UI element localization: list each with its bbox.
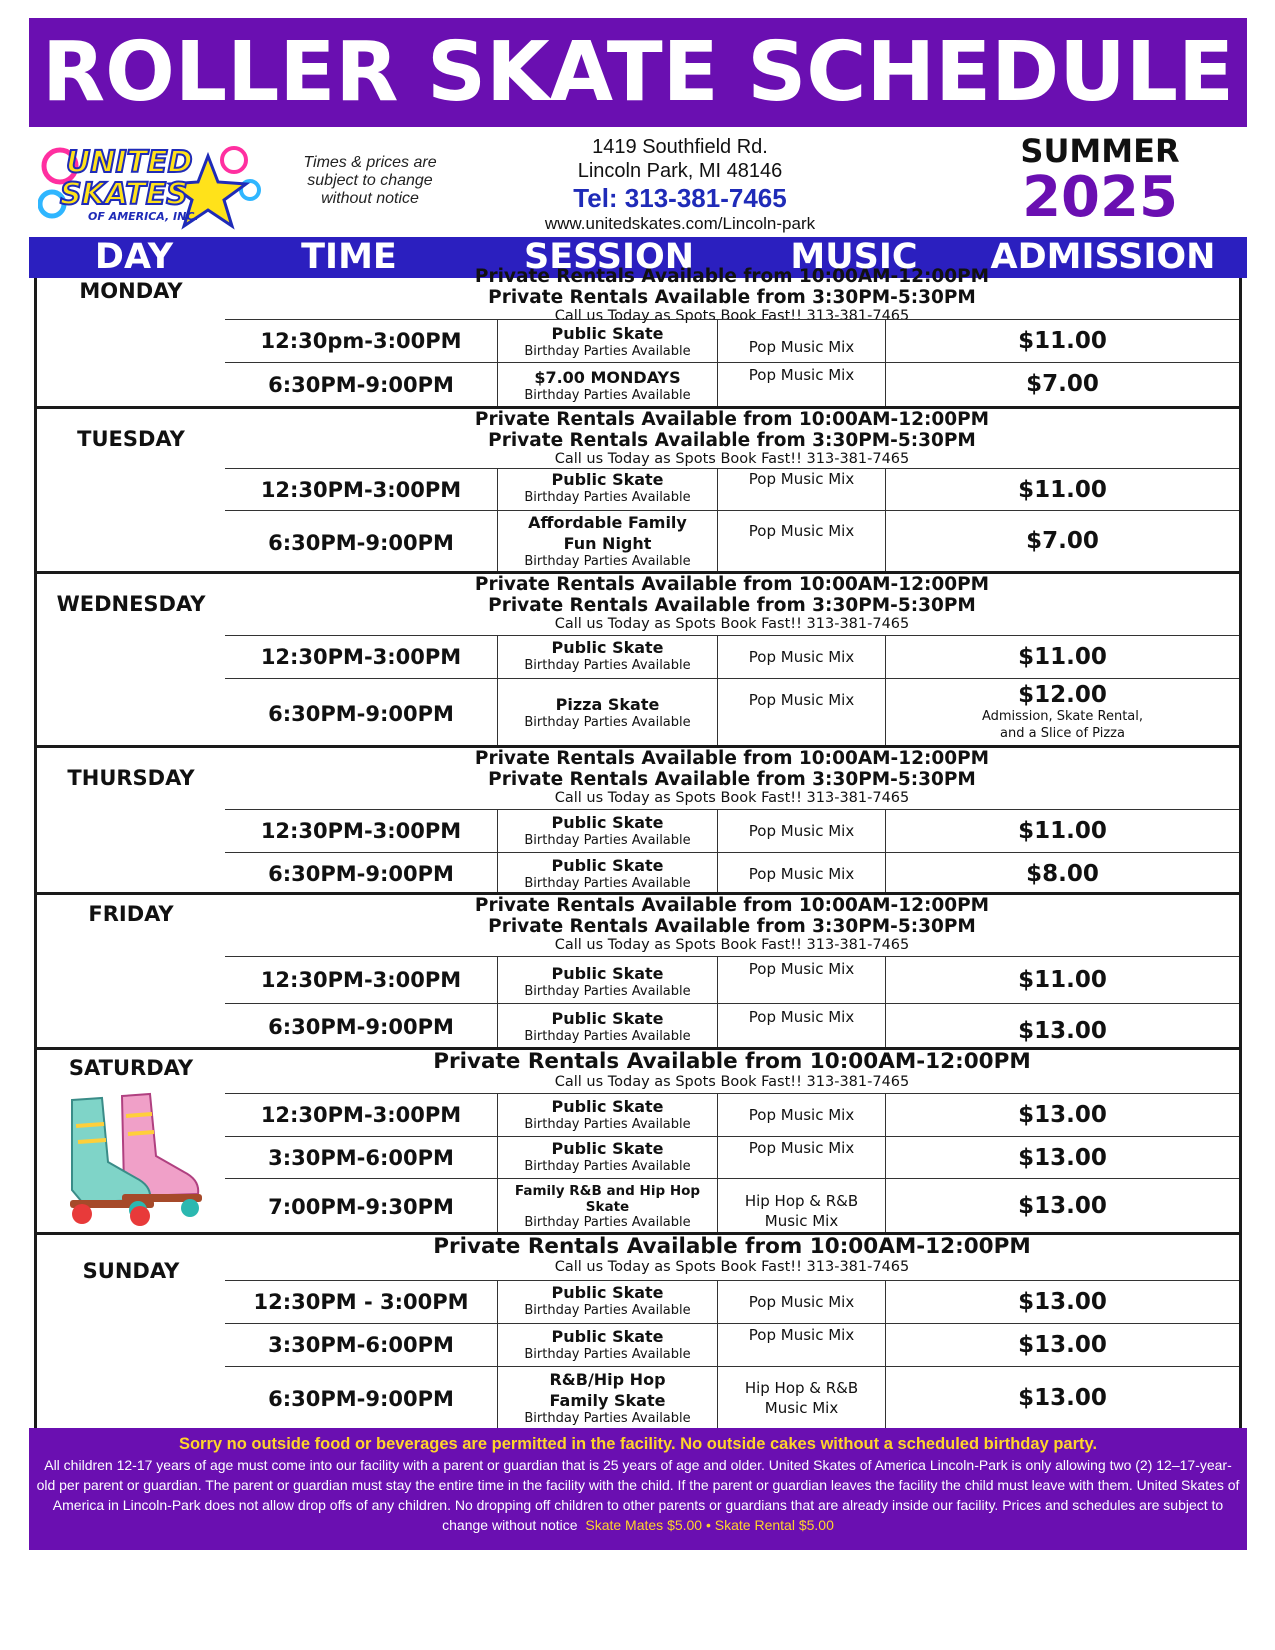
day-label: WEDNESDAY xyxy=(56,592,206,616)
session-row: 12:30PM-3:00PM Public Skate Birthday Parties Available Pop Music Mix $11.00 xyxy=(225,468,1239,510)
day-label: THURSDAY xyxy=(67,766,195,790)
rental-info: Private Rentals Available from 10:00AM-12:00PM Call us Today as Spots Book Fast!! 313-381-7465 xyxy=(433,1049,1031,1090)
session-row: 6:30PM-9:00PM R&B/Hip Hop Family Skate Birthday Parties Available Hip Hop & R&B Music Mix $13.00 xyxy=(225,1366,1239,1431)
day-label: SATURDAY xyxy=(68,1056,194,1080)
session-row: 6:30PM-9:00PM Public Skate Birthday Parties Available Pop Music Mix $8.00 xyxy=(225,852,1239,895)
city: Lincoln Park, MI 48146 xyxy=(577,160,783,182)
street: 1419 Southfield Rd. xyxy=(592,136,768,158)
svg-text:SKATES: SKATES xyxy=(60,177,188,212)
day-block-sunday xyxy=(37,1232,1239,1428)
rental-info: Private Rentals Available from 10:00AM-12:00PM Private Rentals Available from 3:30PM-5:30PM Call us Today as Spots Book Fast!! 313-381-7465 xyxy=(474,266,990,324)
day-label: MONDAY xyxy=(79,279,183,303)
age-policy: All children 12-17 years of age must come into our facility with a parent or guardian that is 25 years of age and older. United Skates of America Lincoln-Park is only allowing two (2) 12–17-year-old per parent or guardian. The parent or guardian must stay the entire time in the facility with the child. If the parent or guardian leaves the facility the child must leave with them. United Skates of America in Lincoln-Park does not allow drop offs of any children. No dropping off children to other parents or guardians that are already inside our facility. Prices and schedules are subject to change without notice Skate Mates $5.00 • Skate Rental $5.00 xyxy=(36,1457,1240,1533)
svg-text:UNITED: UNITED xyxy=(66,145,193,180)
header-admission: ADMISSION xyxy=(990,237,1216,277)
rental-info: Private Rentals Available from 10:00AM-12:00PM Private Rentals Available from 3:30PM-5:30PM Call us Today as Spots Book Fast!! 313-381-7465 xyxy=(474,895,990,953)
food-policy: Sorry no outside food or beverages are permitted in the facility. No outside cakes without a scheduled birthday party. xyxy=(178,1435,1098,1453)
day-block-monday xyxy=(37,266,1239,406)
contact-block xyxy=(500,135,860,235)
rental-info: Private Rentals Available from 10:00AM-12:00PM Call us Today as Spots Book Fast!! 313-381-7465 xyxy=(433,1234,1031,1275)
day-label: SUNDAY xyxy=(82,1259,180,1283)
roller-skates-image xyxy=(52,1086,212,1226)
phone[interactable]: Tel: 313-381-7465 xyxy=(573,183,787,213)
page-title: ROLLER SKATE SCHEDULE xyxy=(29,18,1247,127)
session-row: 12:30PM-3:00PM Public Skate Birthday Parties Available Pop Music Mix $11.00 xyxy=(225,809,1239,852)
session-row: 12:30PM-3:00PM Public Skate Birthday Parties Available Pop Music Mix $13.00 xyxy=(225,1093,1239,1136)
session-row: 6:30PM-9:00PM Public Skate Birthday Parties Available Pop Music Mix $13.00 xyxy=(225,1003,1239,1050)
disclaimer: Times & prices are subject to change without notice xyxy=(303,154,437,207)
day-block-saturday xyxy=(37,1047,1239,1232)
united-skates-logo xyxy=(38,138,266,234)
day-label: TUESDAY xyxy=(77,427,185,451)
session-row: 3:30PM-6:00PM Public Skate Birthday Parties Available Pop Music Mix $13.00 xyxy=(225,1323,1239,1366)
season-label: SUMMER 2025 xyxy=(1020,132,1180,230)
session-row: 6:30PM-9:00PM Affordable Family Fun Night Birthday Parties Available Pop Music Mix $7.00 xyxy=(225,510,1239,574)
session-row: 12:30PM - 3:00PM Public Skate Birthday Parties Available Pop Music Mix $13.00 xyxy=(225,1280,1239,1323)
session-row: 3:30PM-6:00PM Public Skate Birthday Parties Available Pop Music Mix $13.00 xyxy=(225,1136,1239,1178)
day-block-wednesday xyxy=(37,571,1239,745)
day-block-tuesday xyxy=(37,406,1239,571)
footer-notice xyxy=(29,1428,1247,1550)
rental-info: Private Rentals Available from 10:00AM-12:00PM Private Rentals Available from 3:30PM-5:30PM Call us Today as Spots Book Fast!! 313-381-7465 xyxy=(474,748,990,806)
header-session: SESSION xyxy=(523,237,695,277)
session-row: 12:30pm-3:00PM Public Skate Birthday Parties Available Pop Music Mix $11.00 xyxy=(225,319,1239,362)
website-link[interactable]: www.unitedskates.com/Lincoln-park xyxy=(544,214,816,233)
schedule-table xyxy=(34,266,1242,1500)
extras-pricing: Skate Mates $5.00 • Skate Rental $5.00 xyxy=(585,1517,834,1533)
session-row: 12:30PM-3:00PM Public Skate Birthday Parties Available Pop Music Mix $11.00 xyxy=(225,956,1239,1003)
day-label: FRIDAY xyxy=(88,902,174,926)
header-music: MUSIC xyxy=(790,237,918,277)
session-row: 12:30PM-3:00PM Public Skate Birthday Parties Available Pop Music Mix $11.00 xyxy=(225,635,1239,678)
session-row: 7:00PM-9:30PM Family R&B and Hip Hop Skate Birthday Parties Available Hip Hop & R&B Music Mix $13.00 xyxy=(225,1178,1239,1235)
header-day: DAY xyxy=(94,237,174,277)
rental-info: Private Rentals Available from 10:00AM-12:00PM Private Rentals Available from 3:30PM-5:30PM Call us Today as Spots Book Fast!! 313-381-7465 xyxy=(474,574,990,632)
session-row: 6:30PM-9:00PM $7.00 MONDAYS Birthday Parties Available Pop Music Mix $7.00 xyxy=(225,362,1239,406)
session-row: 6:30PM-9:00PM Pizza Skate Birthday Parties Available Pop Music Mix $12.00 Admission, Skate Rental, and a Slice of Pizza xyxy=(225,678,1239,748)
day-block-friday xyxy=(37,892,1239,1047)
header-time: TIME xyxy=(301,237,397,277)
rental-info: Private Rentals Available from 10:00AM-12:00PM Private Rentals Available from 3:30PM-5:30PM Call us Today as Spots Book Fast!! 313-381-7465 xyxy=(474,409,990,467)
day-block-thursday xyxy=(37,745,1239,892)
svg-text:OF AMERICA, INC.: OF AMERICA, INC. xyxy=(88,210,199,223)
